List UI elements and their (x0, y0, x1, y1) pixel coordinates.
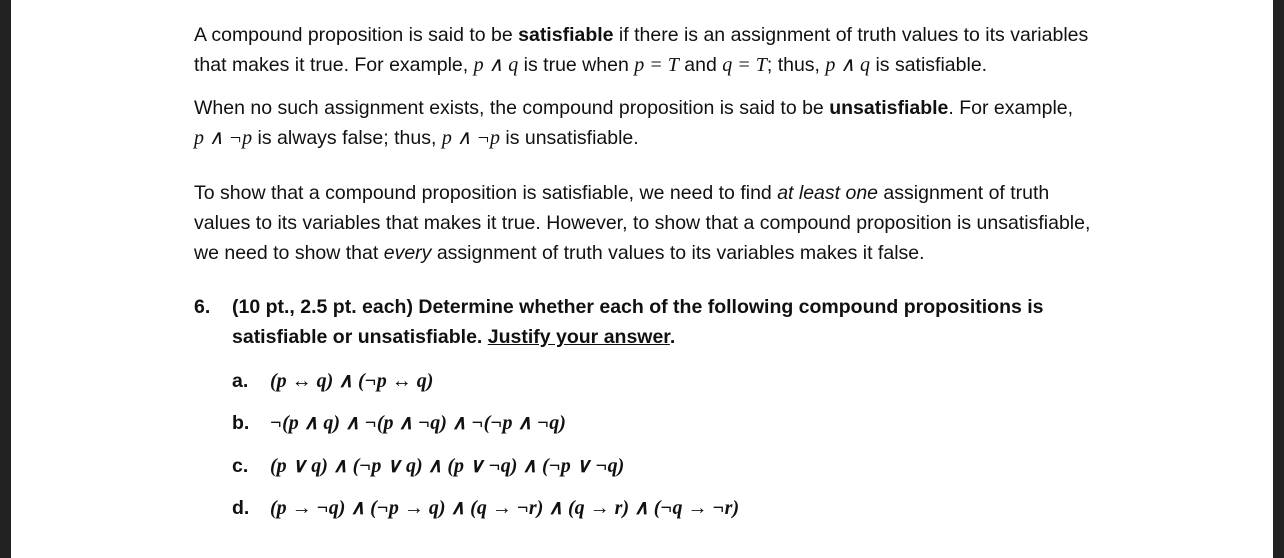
math-expression: p ∧ ¬p (441, 127, 500, 149)
text: ; thus, (766, 54, 826, 76)
document-page (11, 0, 1273, 558)
paragraph-line (194, 50, 1144, 80)
item-expression: (p ∨ q) ∧ (¬p ∨ q) ∧ (p ∨ ¬q) ∧ (¬p ∨ ¬q) (270, 455, 625, 477)
text: if there is an assignment of truth values to its variables (613, 24, 1089, 46)
item-expression: (p ↔ q) ∧ (¬p ↔ q) (270, 370, 434, 392)
math-expression: p = T (634, 54, 679, 76)
explanation-paragraph (194, 178, 1144, 268)
list-item (232, 451, 624, 481)
text: is true when (518, 54, 635, 76)
emphasis: every (383, 242, 432, 264)
paragraph-line (194, 178, 1144, 208)
term-satisfiable: satisfiable (518, 24, 614, 46)
text: and (678, 54, 723, 76)
item-label: c. (232, 455, 249, 477)
item-label: b. (232, 412, 250, 434)
text: assignment of truth values to its variables makes it false. (431, 242, 925, 264)
list-item (232, 366, 433, 396)
math-expression: p ∧ q (473, 54, 519, 76)
item-label: a. (232, 370, 249, 392)
text: is satisfiable. (870, 54, 988, 76)
math-expression: p ∧ ¬p (194, 127, 253, 149)
text: assignment of truth (878, 182, 1050, 204)
item-label: d. (232, 497, 250, 519)
justify-instruction: Justify your answer (487, 326, 670, 348)
paragraph-line (194, 238, 1144, 268)
definition-unsatisfiable-paragraph (194, 93, 1144, 153)
text: we need to show that (194, 242, 384, 264)
text: To show that a compound proposition is satisfiable, we need to find (194, 182, 778, 204)
item-expression: (p → ¬q) ∧ (¬p → q) ∧ (q → ¬r) ∧ (q → r) ∧ (¬q → ¬r) (270, 497, 740, 519)
definition-satisfiable-paragraph (194, 20, 1144, 80)
question-line (232, 322, 1132, 352)
math-expression: p ∧ q (825, 54, 871, 76)
paragraph-line: values to its variables that makes it true. However, to show that a compound proposition is unsatisfiable, (194, 212, 1091, 234)
term-unsatisfiable: unsatisfiable (829, 97, 949, 119)
question-line: (10 pt., 2.5 pt. each) Determine whether each of the following compound propositions is (232, 296, 1044, 318)
item-expression: ¬(p ∧ q) ∧ ¬(p ∧ ¬q) ∧ ¬(¬p ∧ ¬q) (270, 412, 566, 434)
text: . For example, (948, 97, 1074, 119)
question-text (232, 292, 1132, 352)
list-item (232, 493, 739, 523)
text: that makes it true. For example, (194, 54, 474, 76)
text: is unsatisfiable. (499, 127, 639, 149)
emphasis: at least one (777, 182, 879, 204)
question-number: 6. (194, 296, 211, 318)
math-expression: q = T (722, 54, 767, 76)
text: . (669, 326, 676, 348)
paragraph-line (194, 20, 1144, 50)
text: A compound proposition is said to be (194, 24, 519, 46)
paragraph-line (194, 123, 1144, 153)
text: When no such assignment exists, the compound proposition is said to be (194, 97, 830, 119)
paragraph-line (194, 93, 1144, 123)
text: satisfiable or unsatisfiable. (232, 326, 488, 348)
list-item (232, 408, 566, 438)
text: is always false; thus, (252, 127, 442, 149)
